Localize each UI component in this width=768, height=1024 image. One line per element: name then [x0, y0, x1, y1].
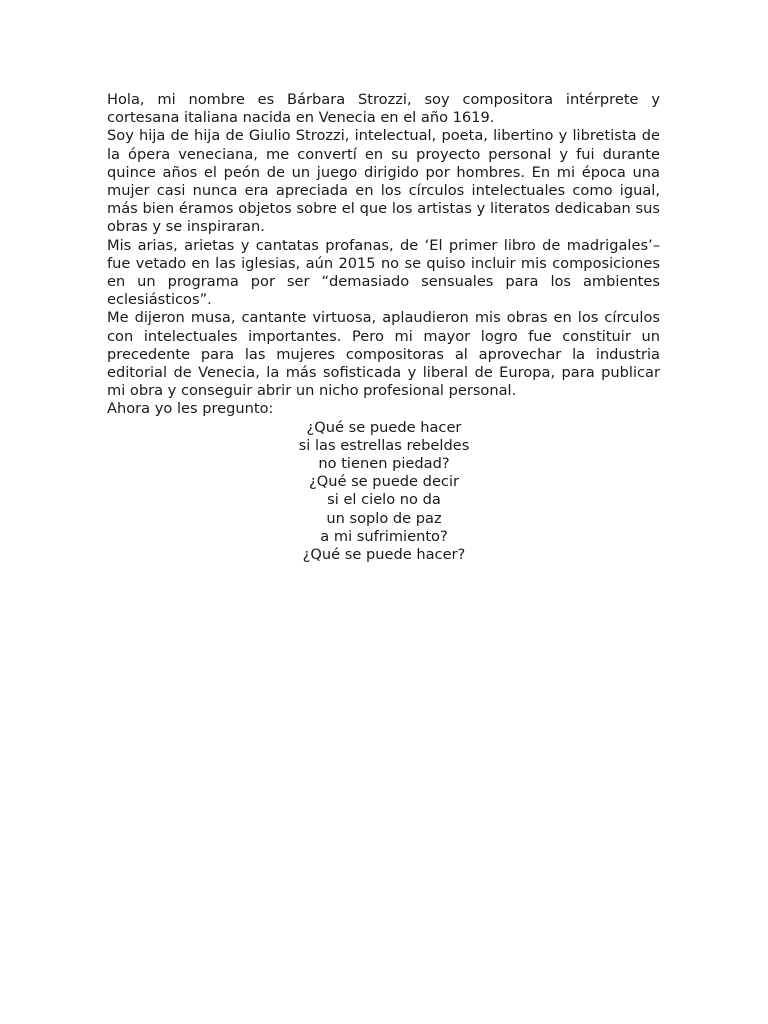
- paragraph-question: Ahora yo les pregunto:: [107, 400, 274, 418]
- verse-line: no tienen piedad?: [318, 455, 450, 473]
- verse-block: [107, 419, 660, 565]
- document-body: [107, 91, 660, 564]
- verse-line: ¿Qué se puede hacer?: [302, 546, 466, 564]
- paragraph-madrigals: Mis arias, arietas y cantatas profanas, de ‘El primer libro de madrigales’– fue vetado en las iglesias, aún 2015 no se quiso incluir mis composiciones en un programa por ser “demasiado sensuales para los ambientes eclesiásticos”.: [107, 236, 660, 309]
- paragraph-legacy: Me dijeron musa, cantante virtuosa, aplaudieron mis obras en los círculos con intelectuales importantes. Pero mi mayor logro fue constituir un precedente para las mujeres compositoras al aprovechar la industria editorial de Venecia, la más sofisticada y liberal de Europa, para publicar mi obra y conseguir abrir un nicho profesional personal.: [107, 309, 660, 400]
- paragraph-intro: Hola, mi nombre es Bárbara Strozzi, soy compositora intérprete y cortesana italiana nacida en Venecia en el año 1619.: [107, 91, 660, 127]
- verse-line: a mi sufrimiento?: [320, 527, 448, 545]
- verse-line: un soplo de paz: [326, 509, 442, 527]
- verse-line: si las estrellas rebeldes: [298, 436, 470, 454]
- paragraph-father: Soy hija de hija de Giulio Strozzi, intelectual, poeta, libertino y libretista de la ópera veneciana, me convertí en su proyecto personal y fui durante quince años el peón de un juego dirigido por hombres. En mi época una mujer casi nunca era apreciada en los círculos intelectuales como igual, más bien éramos objetos sobre el que los artistas y literatos dedicaban sus obras y se inspiraran.: [107, 127, 660, 236]
- verse-line: ¿Qué se puede decir: [308, 473, 459, 491]
- verse-line: ¿Qué se puede hacer: [306, 418, 462, 436]
- verse-line: si el cielo no da: [327, 491, 441, 509]
